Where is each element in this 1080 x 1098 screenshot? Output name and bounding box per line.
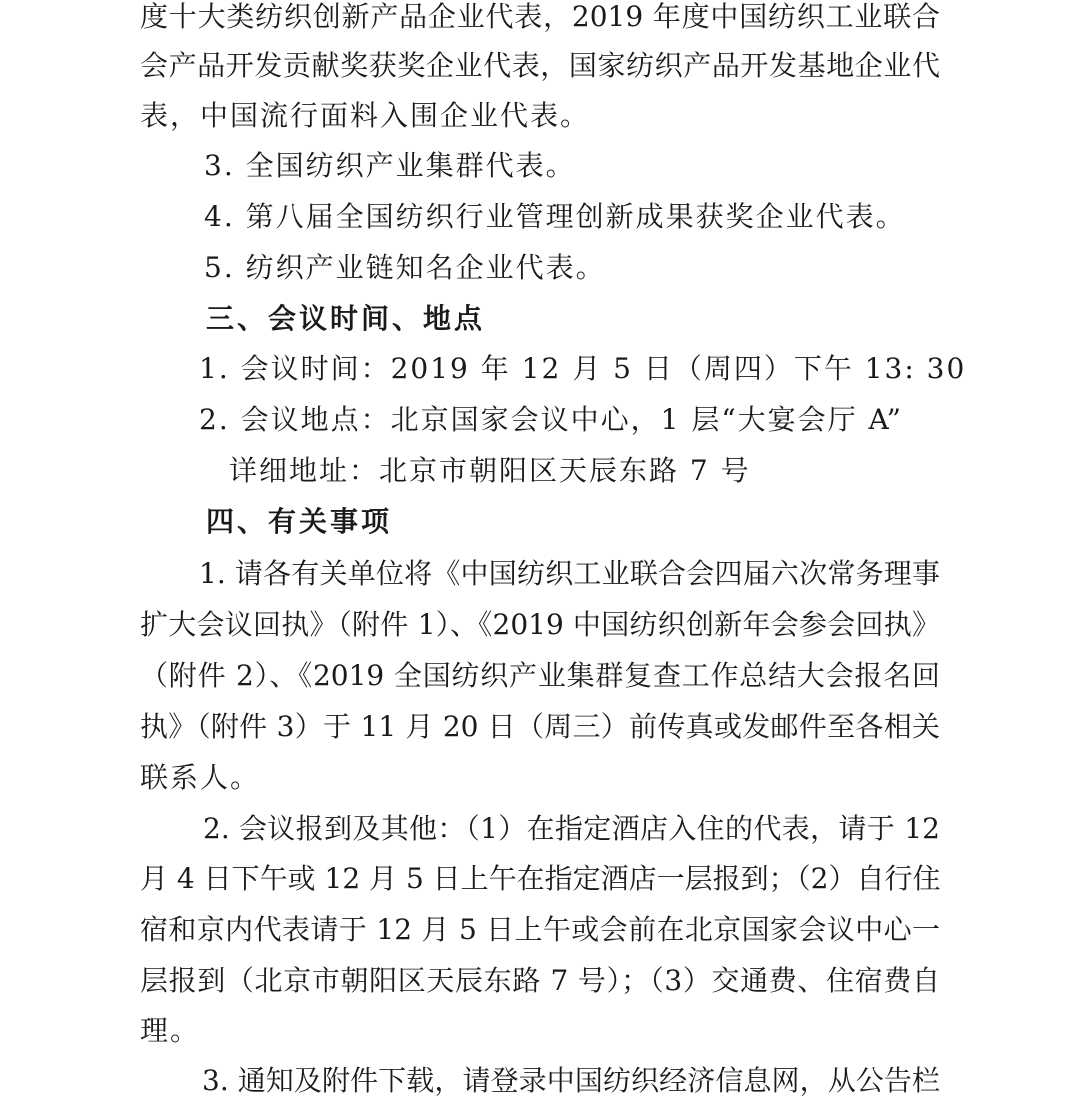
paragraph-line: 联系人。	[140, 761, 261, 794]
paragraph-line: 1. 请各有关单位将《中国纺织工业联合会四届六次常务理事	[199, 557, 940, 590]
paragraph-line: 扩大会议回执》（附件 1）、《2019 中国纺织创新年会参会回执》	[140, 608, 940, 641]
paragraph-line: 理。	[140, 1014, 201, 1047]
section-heading: 三、会议时间、地点	[206, 302, 486, 335]
detailed-address: 详细地址：北京市朝阳区天辰东路 7 号	[229, 454, 751, 487]
meeting-time: 1. 会议时间：2019 年 12 月 5 日（周四）下午 13: 30	[199, 352, 967, 385]
paragraph-line: （附件 2）、《2019 全国纺织产业集群复查工作总结大会报名回	[140, 659, 940, 692]
list-item: 4. 第八届全国纺织行业管理创新成果获奖企业代表。	[204, 200, 906, 233]
paragraph-line: 度十大类纺织创新产品企业代表，2019 年度中国纺织工业联合	[140, 0, 940, 33]
section-heading: 四、有关事项	[206, 505, 393, 538]
list-item: 5. 纺织产业链知名企业代表。	[204, 251, 606, 284]
paragraph-line: 月 4 日下午或 12 月 5 日上午在指定酒店一层报到；（2）自行住	[140, 862, 941, 895]
paragraph-line: 表，中国流行面料入围企业代表。	[140, 99, 591, 132]
paragraph-line: 2. 会议报到及其他：（1）在指定酒店入住的代表，请于 12	[203, 812, 940, 845]
paragraph-line: 宿和京内代表请于 12 月 5 日上午或会前在北京国家会议中心一	[140, 913, 940, 946]
paragraph-line: 会产品开发贡献奖获奖企业代表，国家纺织产品开发基地企业代	[140, 49, 940, 82]
paragraph-line: 执》（附件 3）于 11 月 20 日（周三）前传真或发邮件至各相关	[140, 710, 940, 743]
paragraph-line: 3. 通知及附件下载，请登录中国纺织经济信息网，从公告栏	[202, 1064, 940, 1097]
meeting-location: 2. 会议地点：北京国家会议中心，1 层“大宴会厅 A”	[199, 403, 903, 436]
list-item: 3. 全国纺织产业集群代表。	[204, 149, 576, 182]
paragraph-line: 层报到（北京市朝阳区天辰东路 7 号）；（3）交通费、住宿费自	[140, 964, 940, 997]
